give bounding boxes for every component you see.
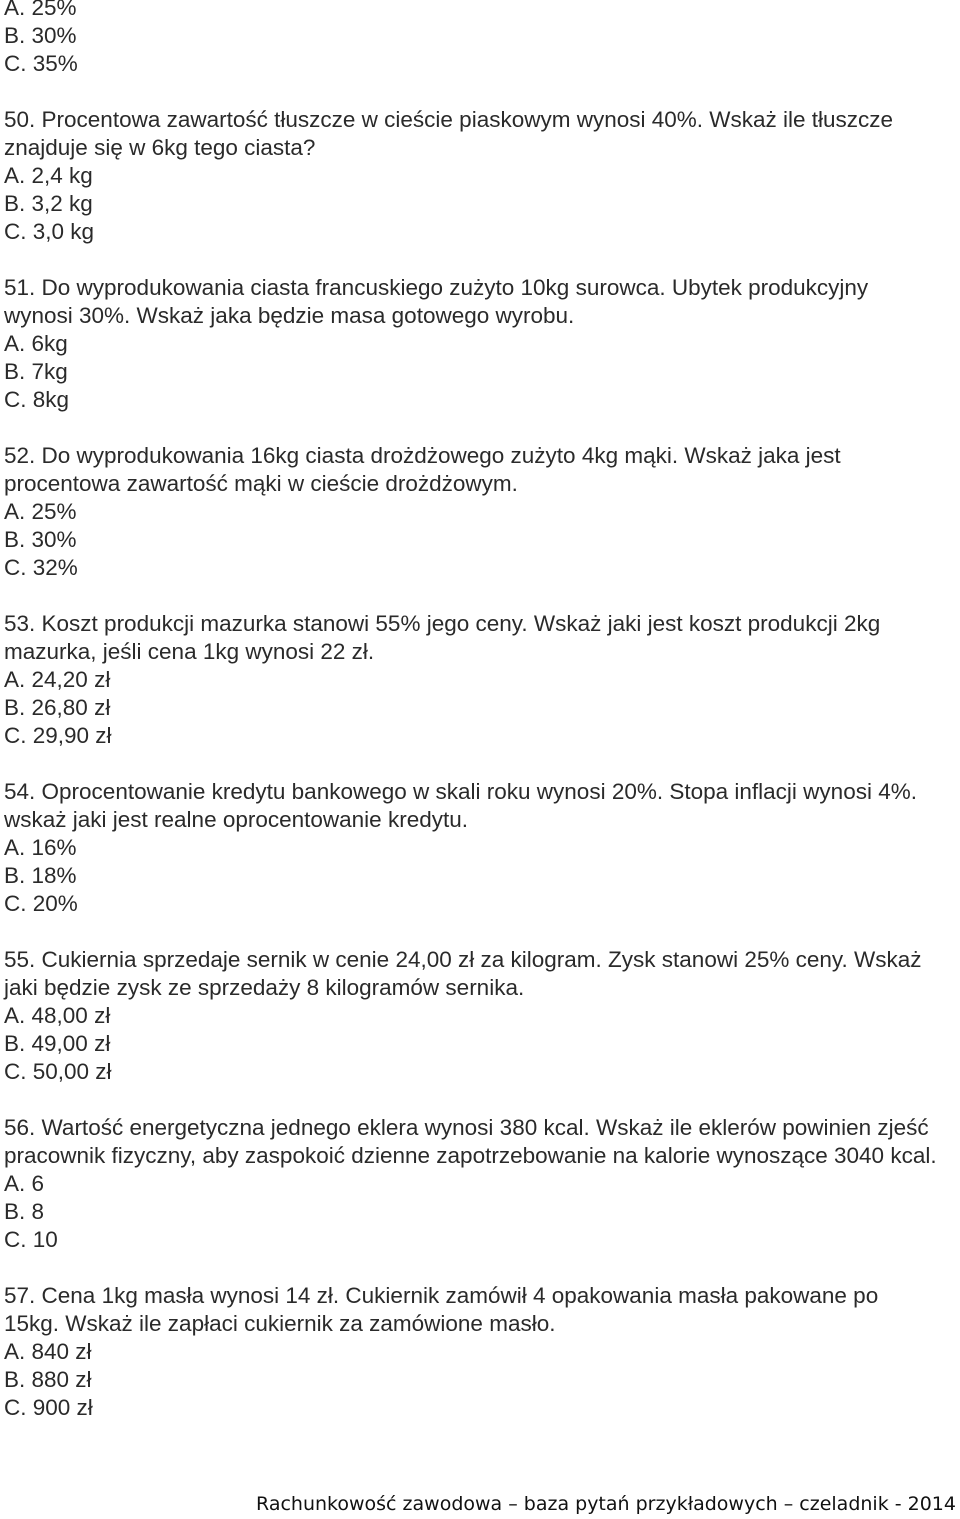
answer-option: A. 16% (4, 835, 77, 860)
answer-option: B. 8 (4, 1199, 45, 1224)
question-text: wynosi 30%. Wskaż jaka będzie masa gotowego wyrobu. (4, 303, 575, 328)
question-text: 15kg. Wskaż ile zapłaci cukiernik za zamówione masło. (4, 1311, 556, 1336)
answer-option: A. 25% (4, 499, 77, 524)
question-text: 52. Do wyprodukowania 16kg ciasta drożdżowego zużyto 4kg mąki. Wskaż jaka jest (4, 443, 841, 468)
question-55 (4, 946, 954, 1086)
page-footer: Rachunkowość zawodowa – baza pytań przykładowych – czeladnik - 2014 (256, 1493, 956, 1515)
answer-option: A. 25% (4, 0, 77, 20)
answer-option: B. 18% (4, 863, 77, 888)
answer-option: C. 8kg (4, 387, 70, 412)
answer-option: A. 6 (4, 1171, 45, 1196)
answer-option: C. 29,90 zł (4, 723, 112, 748)
question-text: jaki będzie zysk ze sprzedaży 8 kilogramów sernika. (4, 975, 525, 1000)
answer-option: C. 35% (4, 51, 78, 76)
question-text: 55. Cukiernia sprzedaje sernik w cenie 24,00 zł za kilogram. Zysk stanowi 25% ceny. Wskaż (4, 947, 922, 972)
question-text: mazurka, jeśli cena 1kg wynosi 22 zł. (4, 639, 375, 664)
question-52 (4, 442, 954, 582)
answer-option: A. 2,4 kg (4, 163, 93, 188)
answer-option: A. 24,20 zł (4, 667, 111, 692)
question-text: 53. Koszt produkcji mazurka stanowi 55% jego ceny. Wskaż jaki jest koszt produkcji 2kg (4, 611, 881, 636)
question-text: pracownik fizyczny, aby zaspokoić dzienne zapotrzebowanie na kalorie wynoszące 3040 kcal. (4, 1143, 937, 1168)
answer-option: C. 20% (4, 891, 78, 916)
answer-option: B. 49,00 zł (4, 1031, 111, 1056)
answer-option: C. 32% (4, 555, 78, 580)
answer-option: B. 880 zł (4, 1367, 92, 1392)
question-text: 54. Oprocentowanie kredytu bankowego w skali roku wynosi 20%. Stopa inflacji wynosi 4%. (4, 779, 917, 804)
question-54 (4, 778, 954, 918)
question-57 (4, 1282, 954, 1422)
answer-option: B. 7kg (4, 359, 68, 384)
answer-option: A. 840 zł (4, 1339, 92, 1364)
answer-option: C. 3,0 kg (4, 219, 95, 244)
question-text: znajduje się w 6kg tego ciasta? (4, 135, 316, 160)
question-text: procentowa zawartość mąki w cieście drożdżowym. (4, 471, 518, 496)
question-53 (4, 610, 954, 750)
question-text: 56. Wartość energetyczna jednego eklera wynosi 380 kcal. Wskaż ile eklerów powinien zjeść (4, 1115, 929, 1140)
answer-option: C. 900 zł (4, 1395, 93, 1420)
answer-option: B. 3,2 kg (4, 191, 93, 216)
answer-option: B. 30% (4, 23, 77, 48)
answer-option: A. 6kg (4, 331, 68, 356)
answer-option: C. 50,00 zł (4, 1059, 112, 1084)
answer-option: B. 26,80 zł (4, 695, 111, 720)
answer-option: A. 48,00 zł (4, 1003, 111, 1028)
question-text: wskaż jaki jest realne oprocentowanie kredytu. (4, 807, 468, 832)
question-51 (4, 274, 954, 414)
answer-option: C. 10 (4, 1227, 58, 1252)
answer-option: B. 30% (4, 527, 77, 552)
question-text: 50. Procentowa zawartość tłuszcze w cieście piaskowym wynosi 40%. Wskaż ile tłuszcze (4, 107, 894, 132)
question-56 (4, 1114, 954, 1254)
previous-question-options (4, 0, 954, 78)
question-text: 57. Cena 1kg masła wynosi 14 zł. Cukiernik zamówił 4 opakowania masła pakowane po (4, 1283, 879, 1308)
document-body (4, 0, 954, 1422)
question-50 (4, 106, 954, 246)
question-text: 51. Do wyprodukowania ciasta francuskiego zużyto 10kg surowca. Ubytek produkcyjny (4, 275, 869, 300)
